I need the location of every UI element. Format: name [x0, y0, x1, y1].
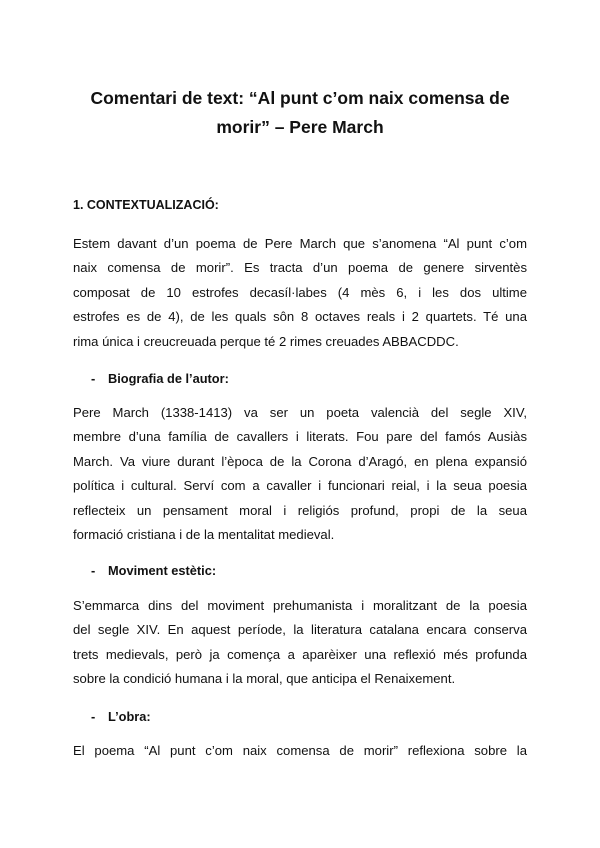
- movement-paragraph: [73, 594, 527, 692]
- bio-line: reflecteix un pensament moral i religiós profund, propi de la seua: [73, 502, 527, 518]
- intro-paragraph: [73, 232, 527, 354]
- work-paragraph: [73, 739, 527, 763]
- movement-line: S’emmarca dins del moviment prehumanista i moralitzant de la poesia: [73, 598, 527, 613]
- title-line-1: Comentari de text: “Al punt c’om naix comensa de: [90, 88, 510, 108]
- bullet-dash: -: [91, 371, 96, 386]
- movement-line: sobre la condició humana i la moral, que anticipa el Renaixement.: [73, 671, 456, 687]
- bio-line: March. Va viure durant l’època de la Corona d’Aragó, en plena expansió: [73, 453, 527, 469]
- intro-line: estrofes es de 4), de les quals sôn 8 octaves reals i 2 quartets. Té una: [73, 309, 527, 325]
- bullet-dash: -: [91, 709, 96, 724]
- intro-line: naix comensa de morir”. Es tracta d’un poema de genere sirventès: [73, 260, 527, 276]
- movement-line: trets medievals, però ja comença a aparèixer una reflexió més profunda: [73, 646, 527, 662]
- subheading-label: Biografia de l’autor:: [108, 371, 229, 386]
- bio-line: política i cultural. Serví com a cavaller i funcionari reial, i la seua poesia: [73, 478, 527, 494]
- bullet-dash: -: [91, 563, 96, 578]
- document-title: [60, 84, 540, 142]
- subheading-movement: [91, 562, 216, 580]
- biography-paragraph: [73, 401, 527, 547]
- intro-line: rima única i creucreuada perque té 2 rimes creuades ABBACDDC.: [73, 333, 459, 349]
- subheading-biography: [91, 370, 229, 388]
- bio-line: formació cristiana i de la mentalitat medieval.: [73, 527, 335, 543]
- title-line-2: morir” – Pere March: [216, 117, 384, 137]
- section-heading-contextualization: 1. CONTEXTUALIZACIÓ:: [73, 198, 219, 212]
- movement-line: del segle XIV. En aquest període, la literatura catalana encara conserva: [73, 622, 527, 638]
- bio-line: Pere March (1338-1413) va ser un poeta valencià del segle XIV,: [73, 405, 527, 420]
- intro-line: composat de 10 estrofes decasíl·labes (4 mès 6, i les dos ultime: [73, 284, 527, 300]
- work-line: El poema “Al punt c’om naix comensa de morir” reflexiona sobre la: [73, 743, 527, 758]
- bio-line: membre d’una família de cavallers i literats. Fou pare del famós Ausiàs: [73, 429, 527, 445]
- subheading-label: Moviment estètic:: [108, 563, 217, 578]
- subheading-label: L’obra:: [108, 709, 151, 724]
- intro-line: Estem davant d’un poema de Pere March que s’anomena “Al punt c’om: [73, 236, 527, 251]
- subheading-work: [91, 708, 151, 726]
